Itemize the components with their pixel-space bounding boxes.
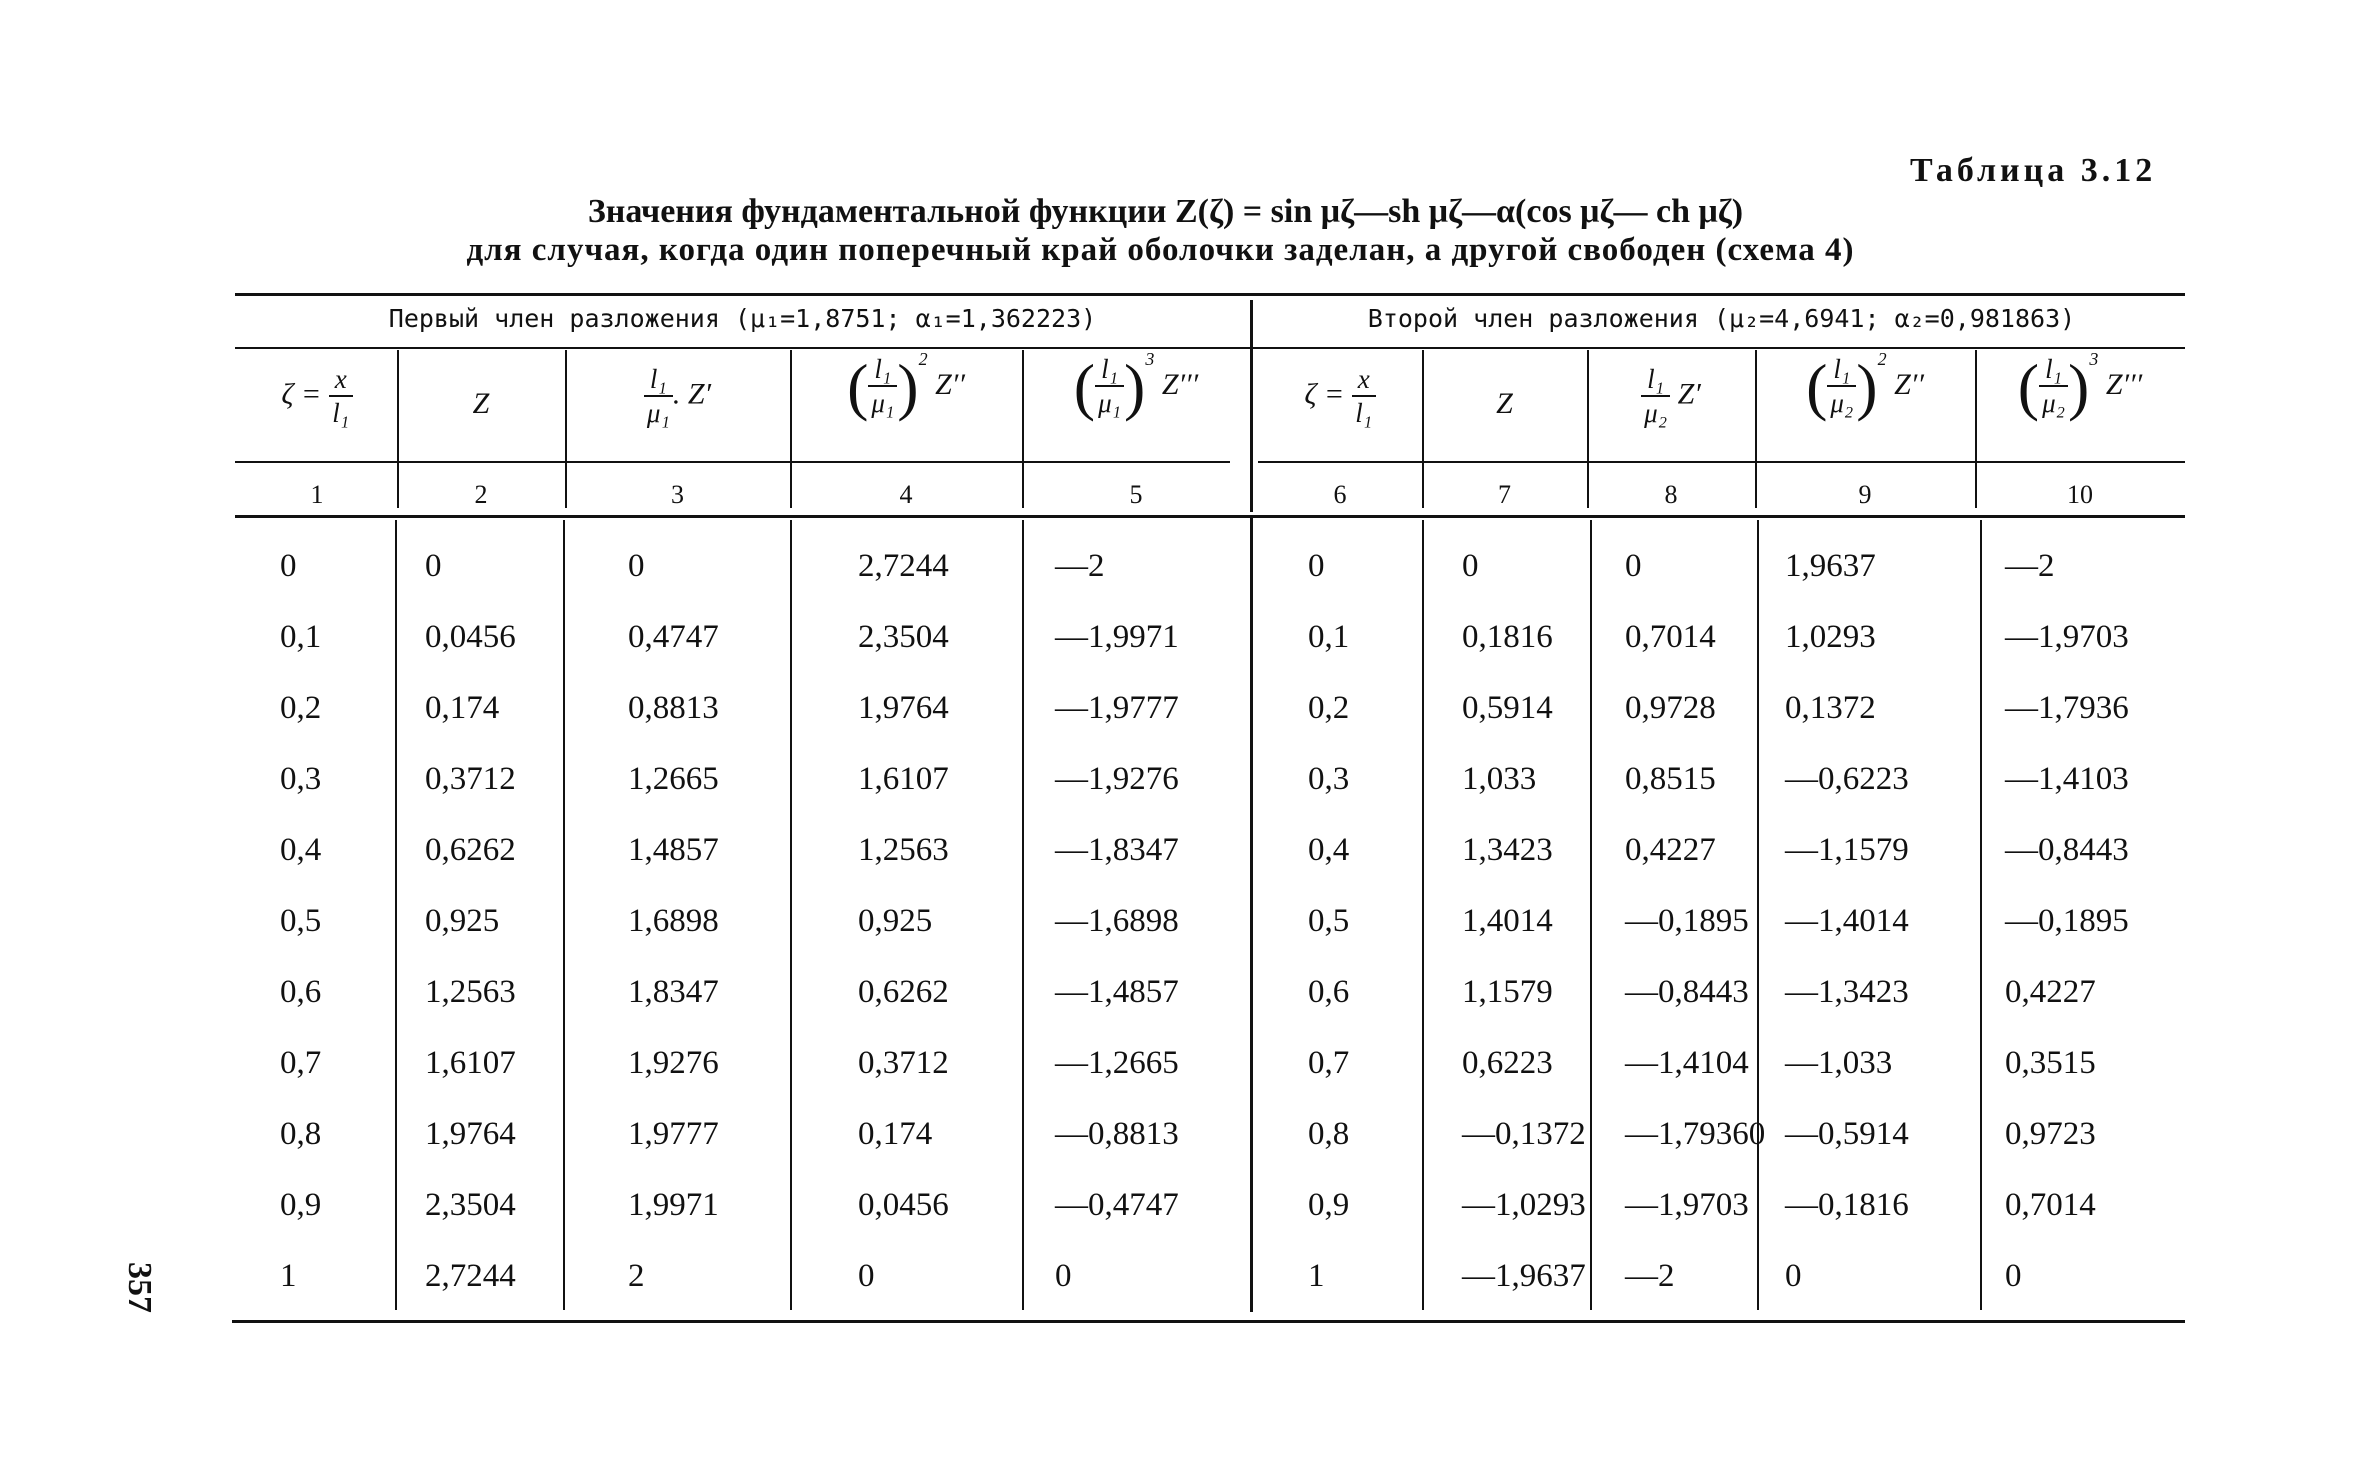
lparen: ( [1073, 351, 1096, 422]
frac-num: x [1352, 365, 1376, 397]
rparen: ) [1124, 351, 1146, 422]
table-cell: —0,4747 [1055, 1187, 1179, 1223]
top-rule [235, 293, 2185, 296]
col-number: 10 [2067, 480, 2093, 509]
l1-over-mu1 [1095, 355, 1124, 418]
group-divider [1250, 300, 1253, 512]
table-cell: —0,1816 [1785, 1187, 1909, 1223]
header-Zpp-1 [790, 349, 1022, 422]
table-cell: —0,5914 [1785, 1116, 1909, 1152]
table-cell: 0,6 [280, 974, 322, 1010]
table-cell: —1,9703 [2005, 619, 2129, 655]
table-cell: 0 [1308, 548, 1325, 584]
l1-over-mu1 [868, 355, 897, 418]
col-divider-body [563, 520, 565, 1310]
zpp: Z′′ [1894, 367, 1924, 401]
col-number: 2 [474, 480, 488, 509]
col-divider-body [1422, 520, 1424, 1310]
col-divider-body [1590, 520, 1592, 1310]
dot-zp: . Z′ [672, 377, 712, 411]
table-cell: —1,4103 [2005, 761, 2129, 797]
table-cell: —1,0293 [1462, 1187, 1586, 1223]
table-cell: —1,7936 [2005, 690, 2129, 726]
table-cell: 0,4 [280, 832, 322, 868]
table-cell: 0,1372 [1785, 690, 1876, 726]
table-cell: 0,2 [280, 690, 322, 726]
col-number: 6 [1333, 480, 1347, 509]
table-cell: 0,9728 [1625, 690, 1716, 726]
table-cell: —1,9703 [1625, 1187, 1749, 1223]
col-number: 5 [1129, 480, 1143, 509]
table-cell: 2,7244 [425, 1258, 516, 1294]
table-cell: 1 [280, 1258, 297, 1294]
table-cell: —0,6223 [1785, 761, 1909, 797]
col-number: 1 [310, 480, 324, 509]
table-cell: 0 [280, 548, 297, 584]
frac-den: μ₁ [646, 397, 670, 428]
table-cell: —1,9276 [1055, 761, 1179, 797]
table-cell: 0,925 [425, 903, 500, 939]
table-cell: 2,7244 [858, 548, 949, 584]
table-cell: 0,6 [1308, 974, 1350, 1010]
table-cell: 1,9764 [858, 690, 949, 726]
table-cell: 1,9276 [628, 1045, 719, 1081]
table-cell: 0,9723 [2005, 1116, 2096, 1152]
header-rule-right [1258, 461, 2185, 463]
header-Zppp-1 [1022, 349, 1250, 422]
page-number: 357 [121, 1262, 158, 1313]
zpp: Z′′ [935, 367, 965, 401]
col-divider-body [790, 520, 792, 1310]
zeta-eq: ζ = [1304, 377, 1345, 411]
frac-den: μ₁ [1098, 388, 1122, 418]
header-Z-2: Z [1496, 387, 1513, 420]
table-cell: 0,4 [1308, 832, 1350, 868]
frac-den: μ₂ [1644, 397, 1668, 428]
table-cell: 1,6107 [858, 761, 949, 797]
rparen: ) [2068, 351, 2090, 422]
table-cell: 1,3423 [1462, 832, 1553, 868]
l1-over-mu2 [1827, 355, 1856, 418]
zp: Z′ [1677, 377, 1701, 411]
table-cell: —0,8443 [2005, 832, 2129, 868]
frac-num: l₁ [1095, 355, 1124, 387]
table-cell: 0,1 [1308, 619, 1350, 655]
exponent: 3 [1145, 349, 1155, 369]
table-cell: 1,0293 [1785, 619, 1876, 655]
table-cell: 1,4014 [1462, 903, 1553, 939]
table-cell: 0,4227 [2005, 974, 2096, 1010]
table-cell: 0,8813 [628, 690, 719, 726]
table-cell: 0,5914 [1462, 690, 1553, 726]
group-divider-body [1250, 518, 1253, 1312]
rparen: ) [897, 351, 919, 422]
table-cell: —1,9971 [1055, 619, 1179, 655]
col-number: 7 [1498, 480, 1511, 509]
table-cell: —1,4857 [1055, 974, 1179, 1010]
group-rule [235, 347, 2185, 349]
table-cell: 1,9637 [1785, 548, 1876, 584]
table-cell: 0,6262 [425, 832, 516, 868]
table-cell: —0,1372 [1462, 1116, 1586, 1152]
header-rule-left [235, 461, 1230, 463]
col-divider-body [1757, 520, 1759, 1310]
exponent: 2 [1877, 349, 1887, 369]
table-cell: 1,1579 [1462, 974, 1553, 1010]
table-cell: 0,4227 [1625, 832, 1716, 868]
table-cell: 0,174 [858, 1116, 933, 1152]
table-cell: —0,8443 [1625, 974, 1749, 1010]
table-cell: 1,6107 [425, 1045, 516, 1081]
table-cell: 2,3504 [858, 619, 949, 655]
table-cell: 0,3712 [425, 761, 516, 797]
table-label: Таблица 3.12 [1910, 152, 2157, 189]
table-cell: 1,2563 [858, 832, 949, 868]
header-zeta-1 [237, 365, 397, 428]
table-cell: —1,4014 [1785, 903, 1909, 939]
table-cell: 0,7 [280, 1045, 322, 1081]
table-cell: 1,9971 [628, 1187, 719, 1223]
table-cell: 0 [2005, 1258, 2022, 1294]
x-over-l1 [1352, 365, 1376, 428]
table-cell: 1,6898 [628, 903, 719, 939]
col-number: 3 [671, 480, 684, 509]
table-cell: 0 [628, 548, 645, 584]
table-cell: 0,7014 [1625, 619, 1716, 655]
table-cell: 0,1816 [1462, 619, 1553, 655]
table-cell: 0 [1462, 548, 1479, 584]
lparen: ( [2017, 351, 2040, 422]
col-number: 8 [1664, 480, 1678, 509]
body-rule [235, 515, 2185, 518]
table-cell: 1,4857 [628, 832, 719, 868]
table-cell: —0,1895 [1625, 903, 1749, 939]
header-Zppp-2 [1975, 349, 2185, 422]
zeta-eq: ζ = [281, 377, 322, 411]
table-cell: 1,033 [1462, 761, 1537, 797]
table-cell: —1,2665 [1055, 1045, 1179, 1081]
zppp: Z′′′ [2105, 367, 2143, 401]
table-cell: —1,3423 [1785, 974, 1909, 1010]
table-cell: 0 [1625, 548, 1642, 584]
header-zeta-2 [1258, 365, 1422, 428]
l1-over-mu2 [2039, 355, 2068, 418]
frac-den: μ₁ [871, 388, 895, 418]
table-cell: 0,3 [1308, 761, 1350, 797]
table-cell: 0 [1785, 1258, 1802, 1294]
table-title-line1 [0, 193, 2361, 231]
table-cell: 0,9 [1308, 1187, 1350, 1223]
zppp: Z′′′ [1161, 367, 1199, 401]
table-cell: 0,1 [280, 619, 322, 655]
table-cell: 0,174 [425, 690, 500, 726]
header-Zp-1 [565, 365, 790, 428]
table-cell: 0,6223 [1462, 1045, 1553, 1081]
table-cell: 1 [1308, 1258, 1325, 1294]
table-cell: 0,3712 [858, 1045, 949, 1081]
table-cell: 0,6262 [858, 974, 949, 1010]
header-Zp-2 [1587, 365, 1755, 428]
table-cell: 2 [628, 1258, 645, 1294]
group-header-first: Первый член разложения (μ₁=1,8751; α₁=1,362223) [388, 304, 1097, 333]
rparen: ) [1856, 351, 1878, 422]
frac-num: l₁ [1641, 365, 1670, 397]
frac-num: l₁ [1827, 355, 1856, 387]
table-cell: 0,925 [858, 903, 933, 939]
table-cell: —1,79360 [1625, 1116, 1766, 1152]
col-divider-body [1022, 520, 1024, 1310]
table-title-line2 [0, 232, 2361, 269]
l1-over-mu1 [644, 365, 673, 428]
table-cell: 0 [858, 1258, 875, 1294]
l1-over-mu2 [1641, 365, 1670, 428]
table-cell: —1,6898 [1055, 903, 1179, 939]
table-cell: 0,3 [280, 761, 322, 797]
table-cell: —2 [1625, 1258, 1675, 1294]
table-cell: 0,7 [1308, 1045, 1350, 1081]
table-cell: —1,9637 [1462, 1258, 1586, 1294]
table-cell: 0,0456 [425, 619, 516, 655]
table-cell: 0,8 [1308, 1116, 1350, 1152]
frac-num: l₁ [644, 365, 673, 397]
table-cell: 0,8515 [1625, 761, 1716, 797]
header-Z-1: Z [472, 387, 490, 420]
bottom-rule [232, 1320, 2185, 1323]
exponent: 2 [918, 349, 928, 369]
table-title-line1-text: Значения фундаментальной функции Z(ζ) = sin μζ—sh μζ—α(cos μζ— ch μζ) [587, 193, 1744, 230]
table-cell: 0 [425, 548, 442, 584]
frac-den: μ₂ [2042, 388, 2066, 418]
frac-num: l₁ [2039, 355, 2068, 387]
group-header-second: Второй член разложения (μ₂=4,6941; α₂=0,981863) [1367, 304, 2076, 333]
table-title-line2-text: для случая, когда один поперечный край оболочки заделан, а другой свободен (схема 4) [466, 232, 1855, 268]
header-Zpp-2 [1755, 349, 1975, 422]
table-cell: —2 [2005, 548, 2055, 584]
table-cell: —1,9777 [1055, 690, 1179, 726]
table-cell: 0 [1055, 1258, 1072, 1294]
lparen: ( [847, 351, 869, 422]
table-cell: 1,8347 [628, 974, 719, 1010]
table-cell: —1,4104 [1625, 1045, 1749, 1081]
table-cell: 0,7014 [2005, 1187, 2096, 1223]
col-divider-body [1980, 520, 1982, 1310]
table-cell: —0,8813 [1055, 1116, 1179, 1152]
table-cell: 0,9 [280, 1187, 322, 1223]
lparen: ( [1806, 351, 1828, 422]
table-cell: 0,8 [280, 1116, 322, 1152]
table-cell: 0,0456 [858, 1187, 949, 1223]
frac-num: l₁ [868, 355, 897, 387]
table-cell: 0,3515 [2005, 1045, 2096, 1081]
table-cell: —1,033 [1785, 1045, 1893, 1081]
frac-den: l₁ [1355, 397, 1373, 428]
col-number: 9 [1858, 480, 1872, 509]
table-cell: 1,9764 [425, 1116, 516, 1152]
col-divider-body [395, 520, 397, 1310]
frac-den: μ₂ [1830, 388, 1854, 418]
exponent: 3 [2089, 349, 2099, 369]
table-cell: 0,5 [1308, 903, 1350, 939]
col-number: 4 [899, 480, 913, 509]
table-cell: 1,2665 [628, 761, 719, 797]
table-cell: 1,2563 [425, 974, 516, 1010]
table-cell: —2 [1055, 548, 1105, 584]
table-cell: —1,8347 [1055, 832, 1179, 868]
table-cell: 0,2 [1308, 690, 1350, 726]
table-cell: 1,9777 [628, 1116, 719, 1152]
table-cell: 0,5 [280, 903, 322, 939]
table-cell: 0,4747 [628, 619, 719, 655]
frac-den: l₁ [332, 397, 350, 428]
x-over-l1 [329, 365, 353, 428]
table-cell: 2,3504 [425, 1187, 516, 1223]
table-cell: —1,1579 [1785, 832, 1909, 868]
table-cell: —0,1895 [2005, 903, 2129, 939]
frac-num: x [329, 365, 353, 397]
